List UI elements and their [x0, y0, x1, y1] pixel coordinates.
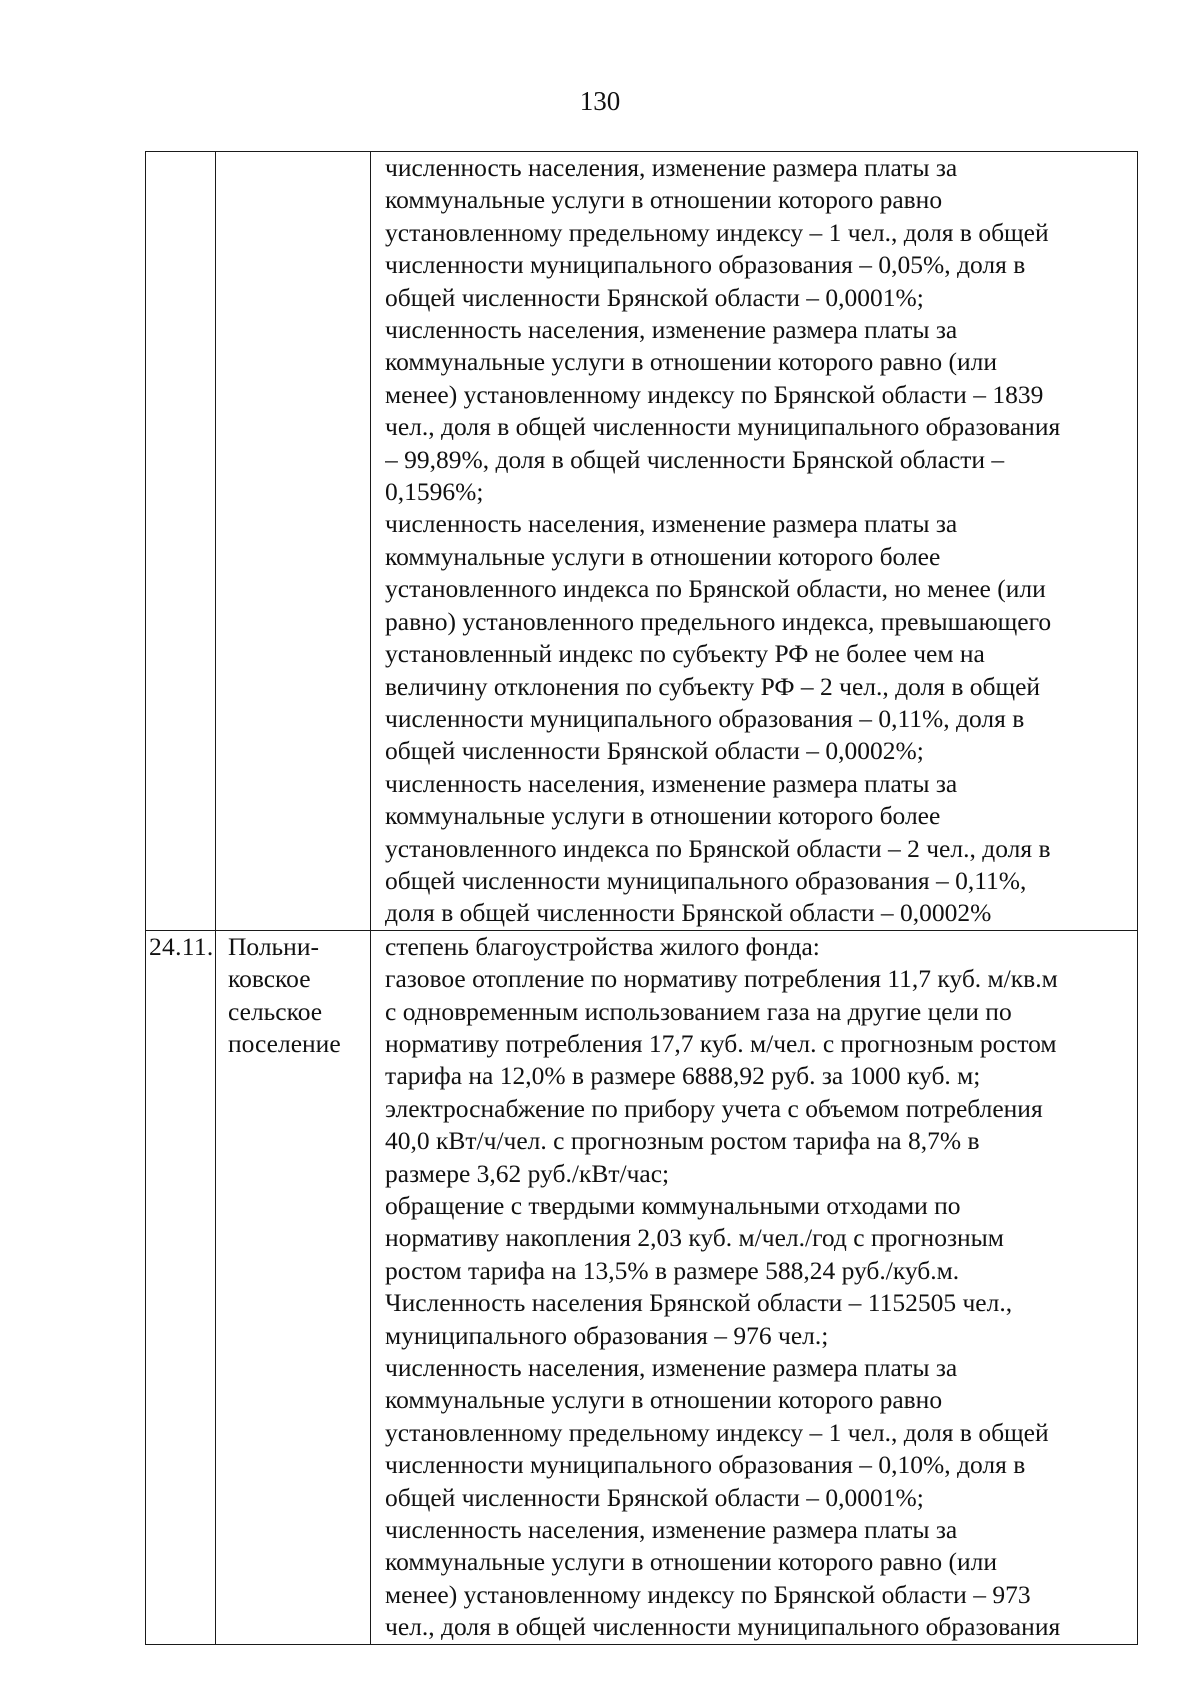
text-line: установленному предельному индексу – 1 чел., доля в общей	[385, 217, 1049, 247]
text-line: коммунальные услуги в отношении которого равно	[385, 185, 943, 215]
text-line: коммунальные услуги в отношении которого равно	[385, 1385, 943, 1415]
page-number: 130	[579, 86, 621, 116]
text-line: численность населения, изменение размера платы за	[385, 1353, 958, 1383]
text-line: Численность населения Брянской области – 1152505 чел.,	[385, 1288, 1013, 1318]
text-line: установленному предельному индексу – 1 чел., доля в общей	[385, 1417, 1049, 1447]
row-number-cell: 24.11.	[146, 930, 216, 1644]
text-line: с одновременным использованием газа на другие цели по	[385, 996, 1012, 1026]
text-line: степень благоустройства жилого фонда:	[385, 931, 820, 961]
text-line: размере 3,62 руб./кВт/час;	[385, 1158, 670, 1188]
text-line: численность населения, изменение размера платы за	[385, 153, 958, 182]
municipality-name-cell	[216, 930, 371, 1644]
text-line: обращение с твердыми коммунальными отходами по	[385, 1191, 961, 1220]
text-line: коммунальные услуги в отношении которого равно (или	[385, 347, 997, 377]
text-line: численность населения, изменение размера платы за	[385, 768, 958, 798]
table-row	[146, 930, 1138, 1644]
text-line: муниципального образования – 976 чел.;	[385, 1320, 829, 1350]
text-line: равно) установленного предельного индекса, превышающего	[385, 606, 1052, 636]
row-number-cell	[146, 152, 216, 931]
municipality-name-cell	[216, 152, 371, 931]
text-line: 0,1596%;	[385, 477, 484, 507]
name-line: Польни-	[228, 931, 319, 961]
name-line: ковское	[228, 964, 311, 994]
description-cell	[371, 930, 1138, 1644]
text-line: чел., доля в общей численности муниципального образования	[385, 1612, 1061, 1642]
text-line: нормативу потребления 17,7 куб. м/чел. с прогнозным ростом	[385, 1028, 1057, 1058]
text-line: тарифа на 12,0% в размере 6888,92 руб. за 1000 куб. м;	[385, 1061, 981, 1091]
text-line: численности муниципального образования – 0,05%, доля в	[385, 250, 1026, 280]
text-line: численность населения, изменение размера платы за	[385, 1515, 958, 1545]
name-line: поселение	[228, 1028, 341, 1058]
text-line: численность населения, изменение размера платы за	[385, 315, 958, 345]
text-line: установленного индекса по Брянской области, но менее (или	[385, 574, 1046, 604]
text-line: менее) установленному индексу по Брянской области – 973	[385, 1579, 1031, 1609]
text-line: ростом тарифа на 13,5% в размере 588,24 руб./куб.м.	[385, 1255, 960, 1285]
text-line: коммунальные услуги в отношении которого более	[385, 801, 941, 831]
text-line: установленного индекса по Брянской области – 2 чел., доля в	[385, 833, 1051, 863]
text-line: – 99,89%, доля в общей численности Брянской области –	[385, 444, 1005, 474]
text-line: 40,0 кВт/ч/чел. с прогнозным ростом тарифа на 8,7% в	[385, 1126, 980, 1156]
table-row	[146, 152, 1138, 931]
name-line: сельское	[228, 996, 323, 1026]
text-line: численности муниципального образования – 0,10%, доля в	[385, 1450, 1026, 1480]
text-line: чел., доля в общей численности муниципального образования	[385, 412, 1061, 442]
text-line: численность населения, изменение размера платы за	[385, 509, 958, 539]
text-line: коммунальные услуги в отношении которого равно (или	[385, 1547, 997, 1577]
text-line: электроснабжение по прибору учета с объемом потребления	[385, 1093, 1043, 1123]
text-line: нормативу накопления 2,03 куб. м/чел./год с прогнозным	[385, 1223, 1004, 1253]
text-line: общей численности Брянской области – 0,0002%;	[385, 736, 924, 766]
text-line: общей численности Брянской области – 0,0001%;	[385, 1482, 924, 1512]
text-line: коммунальные услуги в отношении которого более	[385, 541, 941, 571]
text-line: общей численности Брянской области – 0,0001%;	[385, 282, 924, 312]
text-line: газовое отопление по нормативу потребления 11,7 куб. м/кв.м	[385, 964, 1058, 994]
text-line: общей численности муниципального образования – 0,11%,	[385, 865, 1027, 895]
text-line: численности муниципального образования – 0,11%, доля в	[385, 703, 1025, 733]
data-table	[145, 151, 1138, 1645]
text-line: доля в общей численности Брянской области – 0,0002%	[385, 898, 992, 928]
text-line: величину отклонения по субъекту РФ – 2 чел., доля в общей	[385, 671, 1041, 701]
description-cell	[371, 152, 1138, 931]
text-line: установленный индекс по субъекту РФ не более чем на	[385, 639, 985, 669]
text-line: менее) установленному индексу по Брянской области – 1839	[385, 379, 1044, 409]
